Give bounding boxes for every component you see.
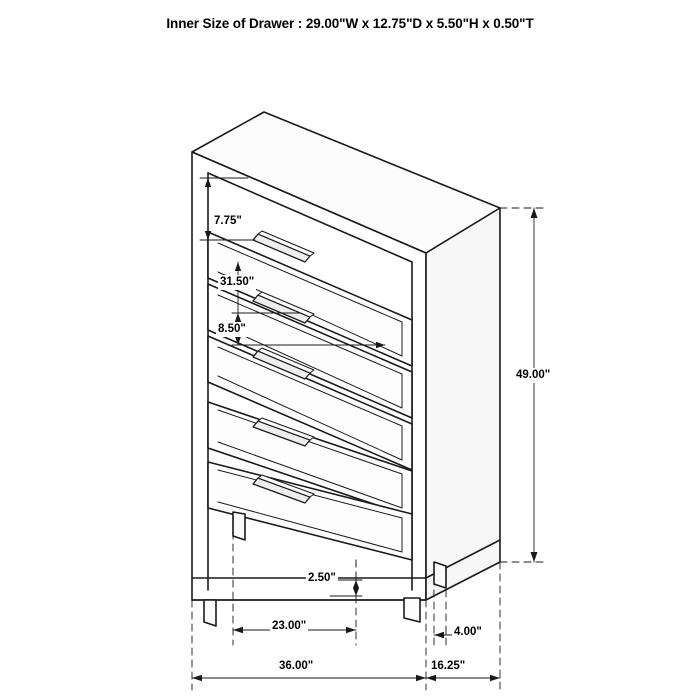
dim-total-height bbox=[531, 208, 538, 562]
chest-side-panel bbox=[426, 208, 500, 600]
dim-total-depth bbox=[426, 675, 500, 682]
page-title: Inner Size of Drawer : 29.00"W x 12.75"D x 5.50"H x 0.50"T bbox=[166, 16, 534, 31]
dim-label-total-height: 49.00" bbox=[516, 369, 551, 381]
dim-label-drawer-height: 8.50" bbox=[218, 323, 246, 335]
dim-label-leg-height: 2.50" bbox=[308, 572, 336, 584]
dim-label-total-width: 36.00" bbox=[279, 660, 314, 672]
dim-label-total-depth: 16.25" bbox=[431, 660, 466, 672]
dim-label-stack-height: 31.50" bbox=[220, 276, 255, 288]
dim-total-width bbox=[192, 675, 426, 682]
dim-label-top-gap: 7.75" bbox=[214, 215, 242, 227]
dim-label-inner-width: 23.00" bbox=[272, 620, 307, 632]
dim-label-leg-offset: 4.00" bbox=[454, 626, 482, 638]
